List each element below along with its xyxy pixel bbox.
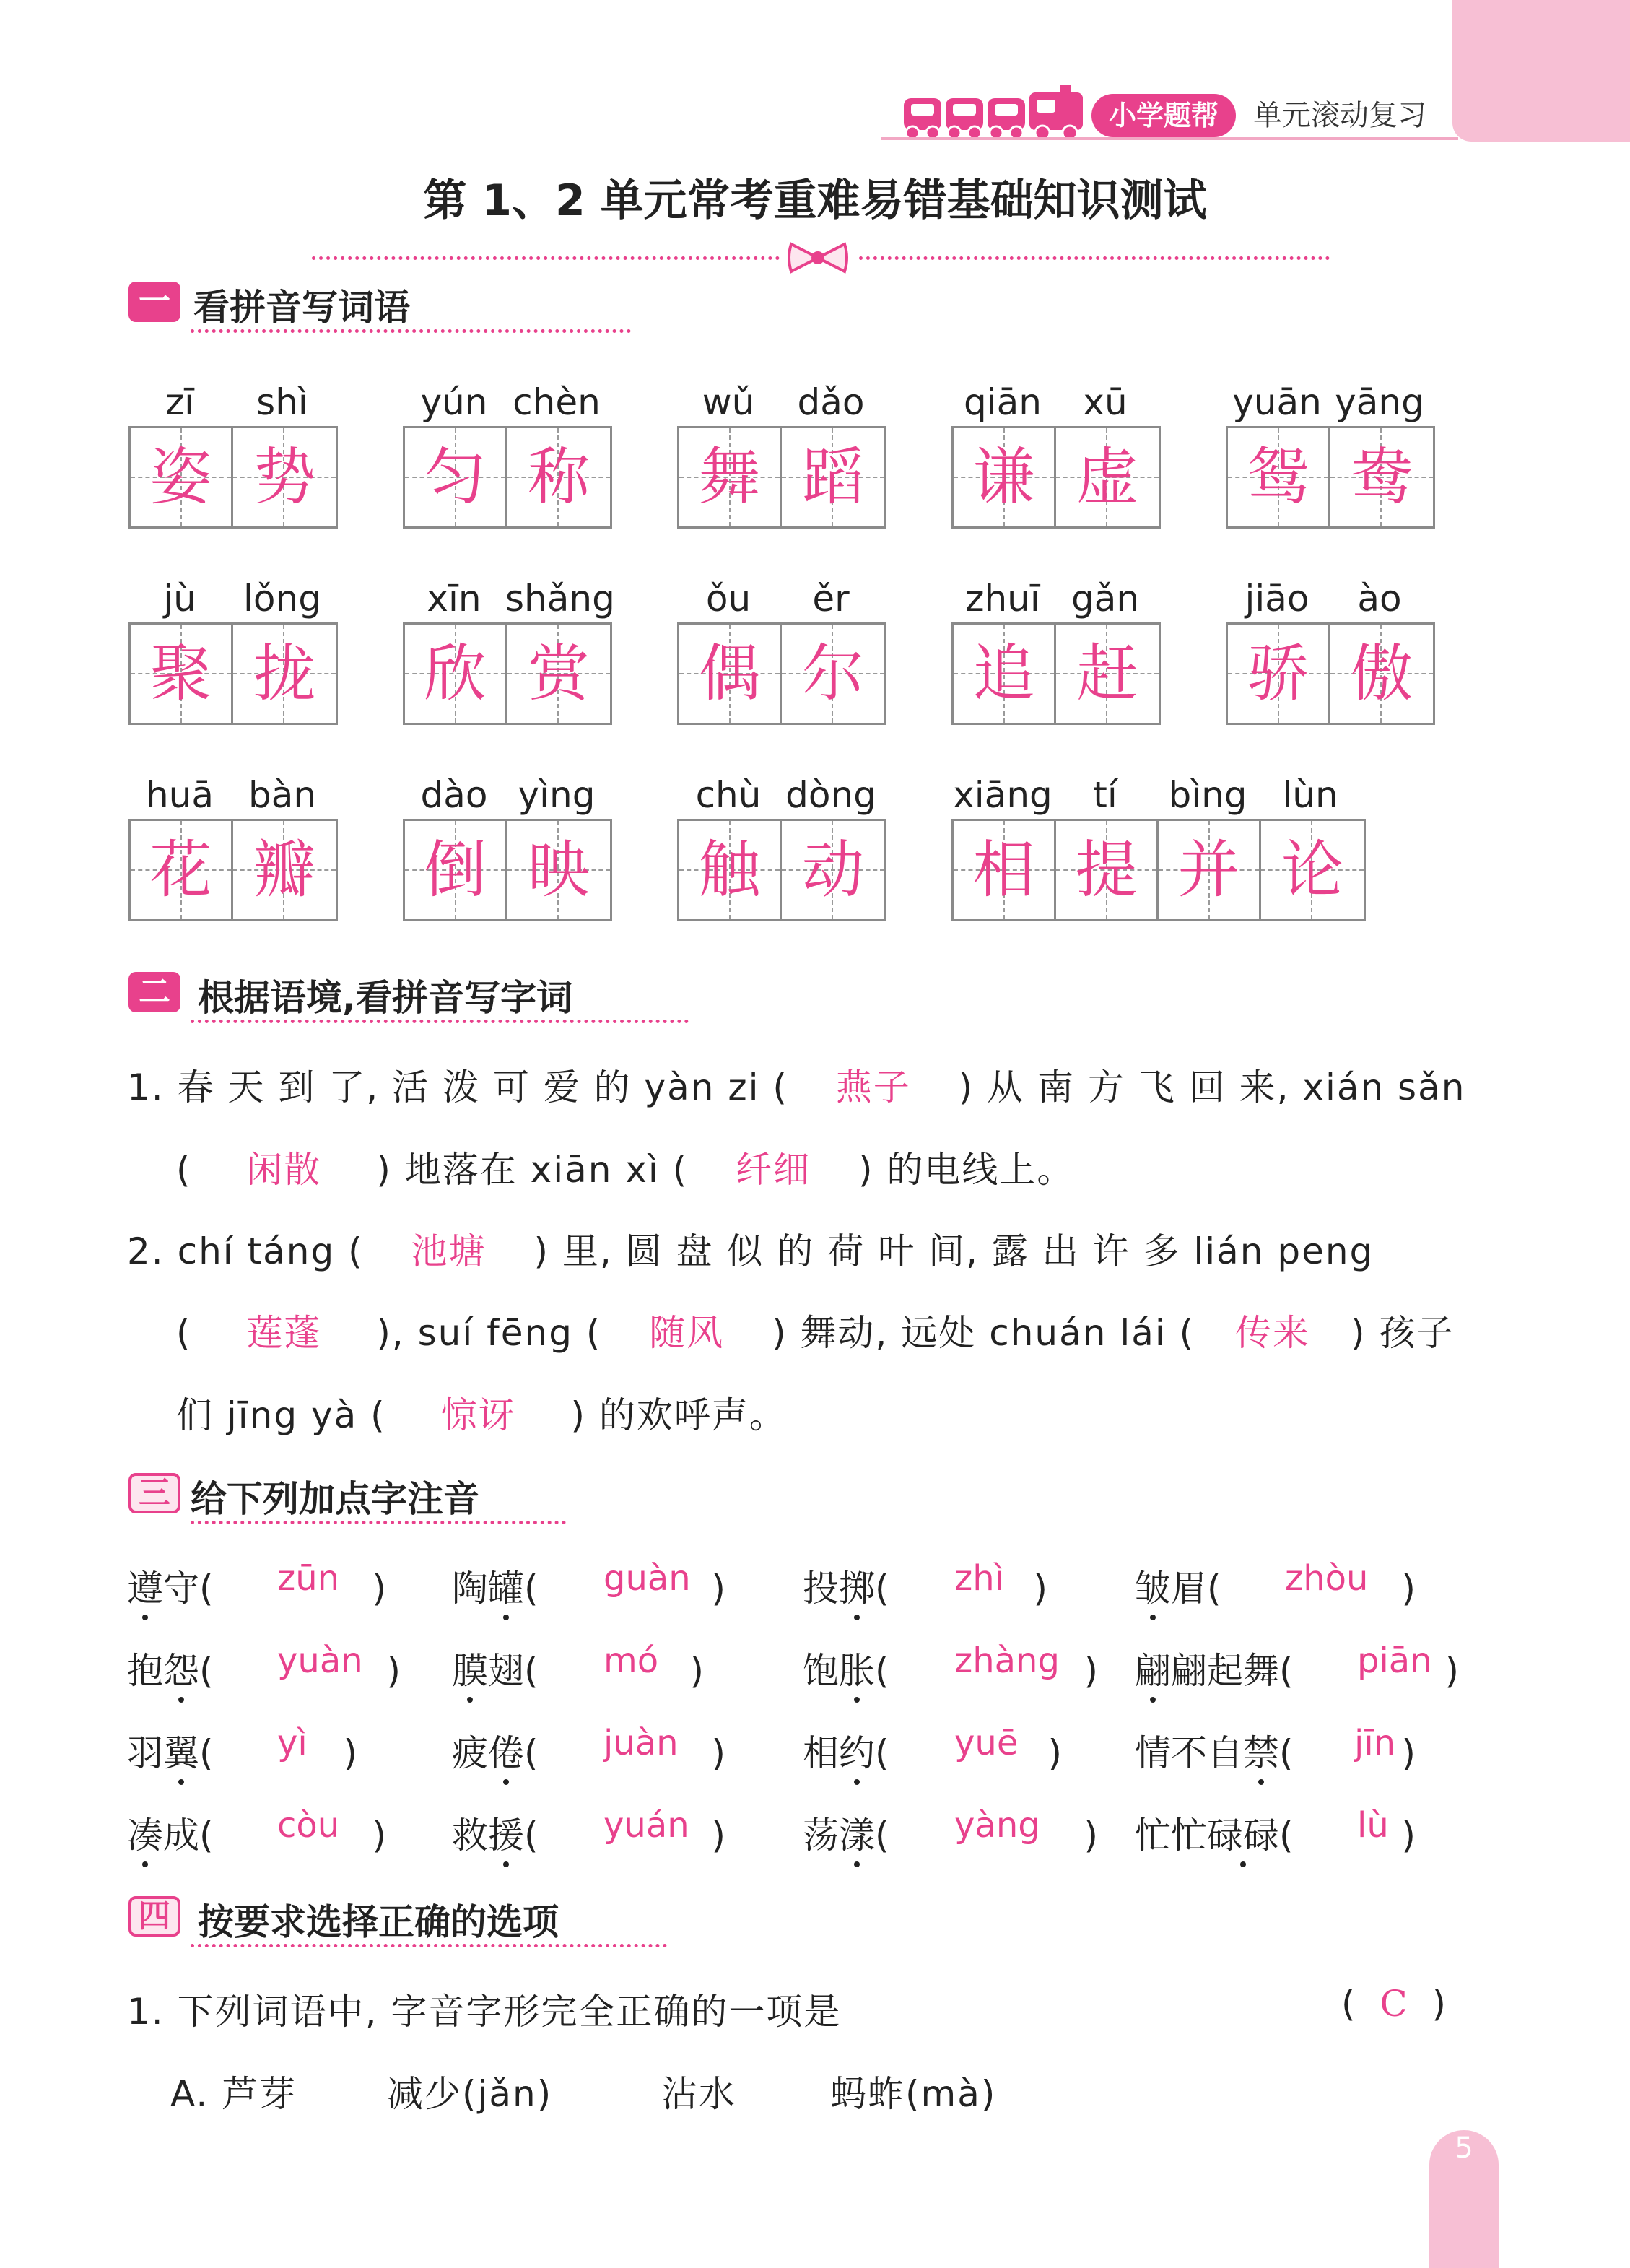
annotation-item: 忙忙碌碌( ) [1135, 1807, 1416, 1859]
annotation-item: 疲倦( ) [452, 1724, 725, 1776]
pinyin: zī [165, 381, 195, 423]
question-text: ( [176, 1312, 192, 1354]
answer-char: 匀 [424, 441, 487, 513]
answer-text: mó [603, 1641, 659, 1681]
pinyin: gǎn [1071, 578, 1140, 620]
question-line [127, 1983, 841, 2035]
section-underline [191, 1020, 689, 1023]
answer-char: 触 [698, 834, 761, 906]
header-divider [881, 137, 1458, 140]
word-rest: 荡 [803, 1815, 839, 1856]
pinyin: jiāo [1245, 578, 1309, 620]
question-text: 1. 下列词语中, 字音字形完全正确的一项是 [127, 1991, 842, 2033]
answer-text: yuē [954, 1723, 1019, 1763]
word-rest: 翩起舞 [1171, 1650, 1279, 1692]
pinyin: ào [1357, 578, 1402, 620]
question-text: ( [176, 1149, 192, 1191]
question-text: ), suí fēng ( [376, 1312, 602, 1354]
answer-char: 动 [802, 834, 864, 906]
pinyin: xū [1083, 381, 1128, 423]
question-text: ) 从 南 方 飞 回 来, xián sǎn [958, 1066, 1466, 1108]
title-divider-right [859, 256, 1330, 260]
question-text: ) 的电线上。 [858, 1149, 1075, 1191]
pinyin: huā [145, 774, 214, 816]
section-title: 看拼音写词语 [193, 287, 410, 329]
answer-char: 提 [1075, 834, 1138, 906]
dotted-char: 漾 [839, 1807, 875, 1859]
pinyin: xīn [427, 578, 481, 620]
pinyin: wǔ [702, 381, 755, 423]
page-number: 5 [1455, 2132, 1473, 2165]
answer-char: 虚 [1076, 441, 1138, 513]
answer-char: 聚 [149, 638, 212, 710]
answer-text: jīn [1354, 1723, 1396, 1763]
word-rest: 翅 [488, 1650, 524, 1692]
answer-char: 势 [253, 441, 315, 513]
answer-char: 鸯 [1351, 441, 1413, 513]
pinyin: shǎng [505, 578, 615, 620]
word-rest: 疲 [452, 1732, 488, 1774]
answer-text: yì [277, 1723, 308, 1763]
answer-char: 倒 [424, 834, 487, 906]
answer-char: 并 [1177, 834, 1240, 906]
section-number: 一 [128, 282, 180, 322]
answer-char: 拢 [253, 638, 315, 710]
annotation-item: 翩翩起舞( ) [1135, 1642, 1459, 1694]
answer-char: 瓣 [253, 834, 315, 906]
annotation-item: 遵守( ) [127, 1560, 386, 1612]
answer-text: còu [277, 1805, 340, 1846]
header-subtitle: 单元滚动复习 [1253, 99, 1426, 132]
section-underline [191, 1944, 667, 1947]
title-divider-left [312, 256, 780, 260]
dotted-char: 约 [839, 1724, 875, 1776]
question-text: ) 舞动, 远处 chuán lái ( [772, 1312, 1195, 1354]
dotted-char: 胀 [839, 1642, 875, 1694]
question-line [127, 1222, 1374, 1274]
annotation-item: 饱胀( ) [803, 1642, 1098, 1694]
dotted-char: 翼 [163, 1724, 199, 1776]
annotation-item: 羽翼( ) [127, 1724, 357, 1776]
pinyin: ǒu [705, 578, 751, 620]
answer-text: 燕子 [835, 1066, 911, 1108]
answer-text: zhì [954, 1558, 1004, 1599]
annotation-item: 凑成( ) [127, 1807, 386, 1859]
dotted-char: 倦 [488, 1724, 524, 1776]
option-text: 减少(jǎn) [387, 2073, 553, 2115]
annotation-item: 救援( ) [452, 1807, 725, 1859]
answer-char: 舞 [698, 441, 761, 513]
answer-text: 随风 [649, 1312, 725, 1354]
pinyin: yuān [1232, 381, 1322, 423]
option-word [830, 2065, 996, 2117]
pinyin: xiāng [953, 774, 1052, 816]
section-underline [191, 1521, 566, 1524]
answer-text: 莲蓬 [246, 1312, 322, 1354]
section-number: 四 [128, 1896, 180, 1937]
answer-text: zūn [277, 1558, 340, 1599]
word-rest: 守 [163, 1568, 199, 1609]
question-text: ) 孩子 [1350, 1312, 1455, 1354]
bow-icon [787, 240, 849, 276]
pinyin: chèn [513, 381, 601, 423]
question-line [176, 1386, 787, 1438]
pinyin: dǎo [797, 381, 865, 423]
pinyin: yún [420, 381, 488, 423]
answer-text: piān [1357, 1641, 1432, 1681]
answer-char: 蹈 [802, 441, 864, 513]
answer-char: 称 [528, 441, 590, 513]
dotted-char: 凑 [127, 1807, 163, 1859]
question-text: 2. chí táng ( [127, 1230, 364, 1272]
answer-char: 偶 [698, 638, 761, 710]
corner-tab [1452, 0, 1630, 142]
train-icon [901, 85, 1089, 143]
dotted-char: 翩 [1135, 1642, 1171, 1694]
word-rest: 救 [452, 1815, 488, 1856]
word-rest: 忙忙 [1135, 1815, 1207, 1856]
dotted-char: 怨 [163, 1642, 199, 1694]
option-word [387, 2065, 552, 2117]
annotation-item: 陶罐( ) [452, 1560, 725, 1612]
word-rest: 成 [163, 1815, 199, 1856]
word-rest: 相 [803, 1732, 839, 1774]
answer-text: guàn [603, 1558, 691, 1599]
section-title: 给下列加点字注音 [191, 1478, 479, 1520]
question-text: ) 的欢呼声。 [570, 1394, 787, 1436]
answer-bracket: ( C ) [1341, 1983, 1448, 2025]
pinyin: tí [1093, 774, 1117, 816]
question-text: 1. 春 天 到 了, 活 泼 可 爱 的 yàn zi ( [127, 1066, 788, 1108]
word-rest: 情不自 [1135, 1732, 1243, 1774]
option-label: A. 芦芽 [170, 2073, 297, 2115]
question-text: 们 jīng yà ( [176, 1394, 386, 1436]
answer-char: 傲 [1351, 638, 1413, 710]
answer-text: yuàn [277, 1641, 363, 1681]
dotted-char: 皱 [1135, 1560, 1171, 1612]
option-text: 蚂蚱(mà) [830, 2073, 997, 2115]
section-underline [191, 329, 631, 333]
answer-text: yàng [954, 1805, 1040, 1846]
answer-char: 尔 [802, 638, 864, 710]
question-line [127, 1059, 1465, 1111]
pinyin: qiān [964, 381, 1042, 423]
answer-char: 欣 [424, 638, 487, 710]
pinyin: zhuī [965, 578, 1040, 620]
question-line [176, 1141, 1074, 1193]
brand-badge: 小学题帮 [1091, 94, 1236, 137]
section-title: 根据语境,看拼音写字词 [198, 977, 572, 1019]
pinyin: dào [420, 774, 488, 816]
pinyin: ěr [812, 578, 850, 620]
pinyin: shì [256, 381, 308, 423]
annotation-item: 相约( ) [803, 1724, 1062, 1776]
pinyin: yìng [518, 774, 596, 816]
answer-char: 相 [972, 834, 1035, 906]
pinyin: dòng [785, 774, 876, 816]
page-title: 第 1、2 单元常考重难易错基础知识测试 [423, 175, 1207, 226]
answer-text: C [1380, 1983, 1409, 2025]
answer-char: 谦 [972, 441, 1035, 513]
annotation-item: 皱眉( ) [1135, 1560, 1416, 1612]
answer-char: 论 [1281, 834, 1343, 906]
answer-text: 纤细 [736, 1149, 811, 1191]
word-rest: 饱 [803, 1650, 839, 1692]
annotation-item: 荡漾( ) [803, 1807, 1098, 1859]
answer-char: 赶 [1076, 638, 1138, 710]
dotted-char: 遵 [127, 1560, 163, 1612]
answer-char: 追 [972, 638, 1035, 710]
word-rest: 陶 [452, 1568, 488, 1609]
answer-text: 闲散 [246, 1149, 322, 1191]
annotation-item: 投掷( ) [803, 1560, 1047, 1612]
answer-text: 惊讶 [440, 1394, 516, 1436]
answer-char: 映 [528, 834, 590, 906]
answer-text: lù [1357, 1805, 1389, 1846]
answer-char: 姿 [149, 441, 212, 513]
section-number: 二 [128, 972, 180, 1012]
answer-text: juàn [603, 1723, 679, 1763]
answer-char: 花 [149, 834, 212, 906]
option-text: 沾水 [661, 2073, 736, 2115]
pinyin: lùn [1282, 774, 1338, 816]
answer-text: zhàng [954, 1641, 1060, 1681]
option-line [170, 2065, 297, 2117]
dotted-char: 禁 [1243, 1724, 1279, 1776]
section-title: 按要求选择正确的选项 [198, 1901, 559, 1943]
answer-char: 赏 [528, 638, 590, 710]
section-number: 三 [128, 1473, 180, 1513]
pinyin: chù [695, 774, 762, 816]
pinyin: jù [163, 578, 196, 620]
question-text: ) 里, 圆 盘 似 的 荷 叶 间, 露 出 许 多 lián peng [533, 1230, 1374, 1272]
answer-text: 池塘 [411, 1230, 487, 1272]
pinyin: bìng [1168, 774, 1247, 816]
annotation-item: 抱怨( ) [127, 1642, 401, 1694]
pinyin: bàn [248, 774, 317, 816]
answer-text: yuán [603, 1805, 689, 1846]
word-rest: 眉 [1171, 1568, 1207, 1609]
dotted-char: 罐 [488, 1560, 524, 1612]
question-text: ) 地落在 xiān xì ( [376, 1149, 689, 1191]
answer-char: 鸳 [1247, 441, 1309, 513]
word-rest: 抱 [127, 1650, 163, 1692]
dotted-char: 掷 [839, 1560, 875, 1612]
option-word [661, 2065, 736, 2117]
annotation-item: 情不自禁( ) [1135, 1724, 1416, 1776]
annotation-item: 膜翅( ) [452, 1642, 704, 1694]
dotted-char: 援 [488, 1807, 524, 1859]
answer-text: 传来 [1235, 1312, 1311, 1354]
word-rest: 投 [803, 1568, 839, 1609]
answer-char: 骄 [1247, 638, 1309, 710]
pinyin: lǒng [243, 578, 321, 620]
dotted-char: 膜 [452, 1642, 488, 1694]
pinyin: yāng [1335, 381, 1424, 423]
question-line [176, 1304, 1454, 1356]
answer-text: zhòu [1285, 1558, 1369, 1599]
word-rest: 羽 [127, 1732, 163, 1774]
dotted-char: 碌碌 [1207, 1807, 1279, 1859]
